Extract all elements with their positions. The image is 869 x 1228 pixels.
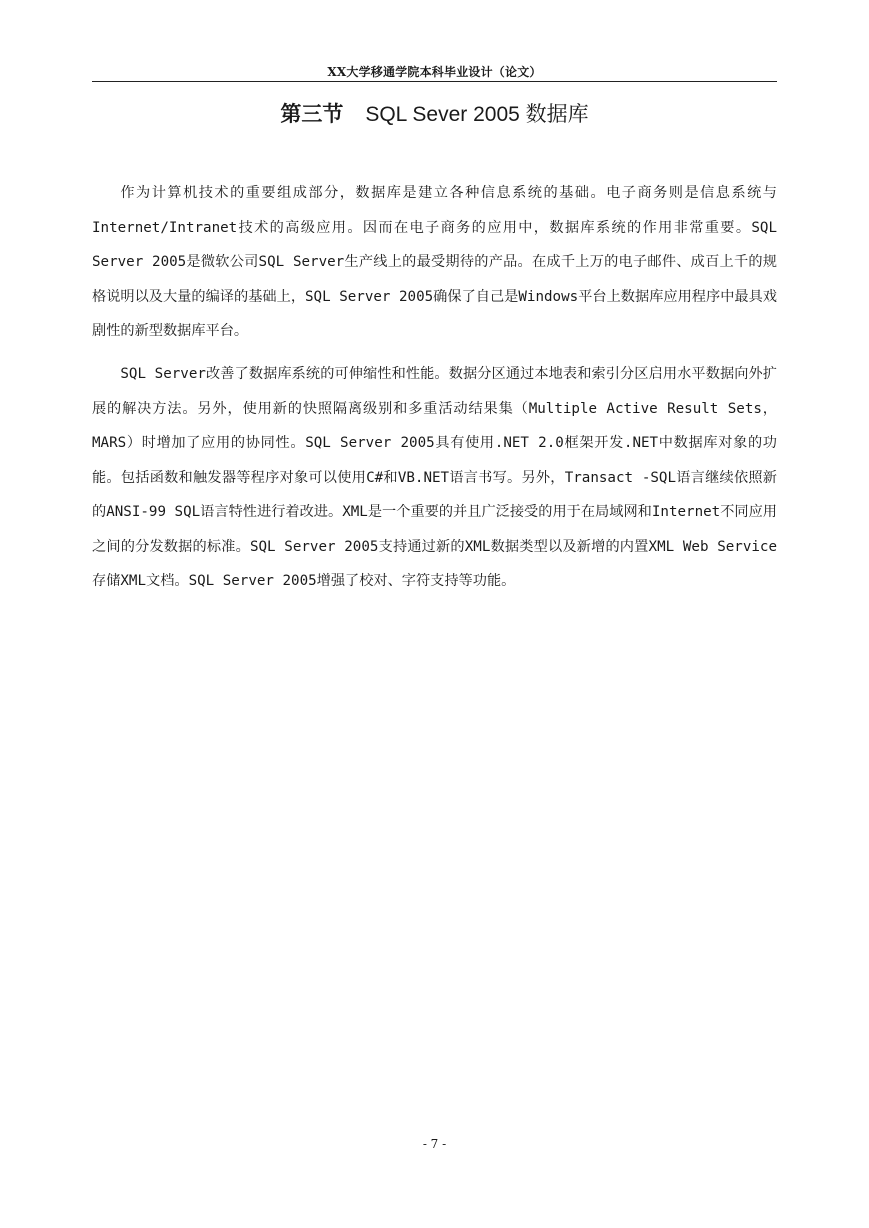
header-rule: [92, 81, 777, 82]
section-number: 第三节: [280, 102, 344, 126]
page-number: - 7 -: [422, 1137, 447, 1151]
section-name: SQL Sever 2005 数据库: [365, 103, 589, 126]
body-paragraph-1: 作为计算机技术的重要组成部分，数据库是建立各种信息系统的基础。电子商务则是信息系统与Internet/Intranet技术的高级应用。因而在电子商务的应用中，数据库系统的作用非常重要。SQL Server 2005是微软公司SQL Server生产线上的最受期待的产品。在成千上万的电子邮件、成百上千的规格说明以及大量的编译的基础上，SQL Server 2005确保了自己是Windows平台上数据库应用程序中最具戏剧性的新型数据库平台。: [92, 185, 777, 339]
running-header: XX大学移通学院本科毕业设计（论文）: [327, 65, 542, 79]
section-title: [92, 99, 777, 130]
body-paragraph-2: SQL Server改善了数据库系统的可伸缩性和性能。数据分区通过本地表和索引分区启用水平数据向外扩展的解决方法。另外，使用新的快照隔离级别和多重活动结果集（Multiple Active Result Sets，MARS）时增加了应用的协同性。SQL Server 2005具有使用.NET 2.0框架开发.NET中数据库对象的功能。包括函数和触发器等程序对象可以使用C#和VB.NET语言书写。另外，Transact -SQL语言继续依照新的ANSI-99 SQL语言特性进行着改进。XML是一个重要的并且广泛接受的用于在局域网和Internet不同应用之间的分发数据的标准。SQL Server 2005支持通过新的XML数据类型以及新增的内置XML Web Service存储XML文档。SQL Server 2005增强了校对、字符支持等功能。: [92, 366, 777, 589]
